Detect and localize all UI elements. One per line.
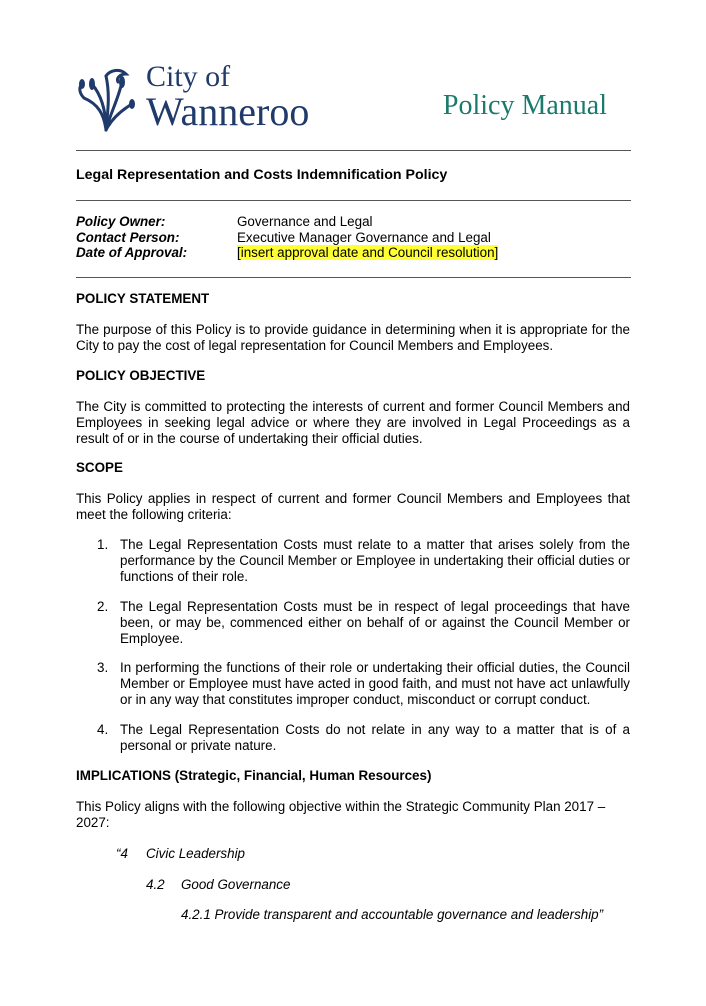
manual-title: Policy Manual [442, 90, 607, 121]
divider [76, 277, 631, 278]
date-of-approval-label: Date of Approval: [76, 245, 188, 260]
scope-text: This Policy applies in respect of current and former Council Members and Employees that meet the following criteria: [76, 491, 630, 522]
date-of-approval-value: [insert approval date and Council resolution] [237, 245, 499, 260]
policy-objective-text: The City is committed to protecting the interests of current and former Council Members and Employees in seeking legal advice or where they are involved in Legal Proceedings as a result of or in the course of undertaking their official duties. [76, 399, 630, 446]
implications-text: This Policy aligns with the following objective within the Strategic Community Plan 2017 – 2027: [76, 799, 606, 830]
list-item: In performing the functions of their role or undertaking their official duties, the Council Member or Employee must have acted in good faith, and must not have act unlawfully or in any way that constitutes improper conduct, misconduct or corrupt conduct. [120, 660, 630, 707]
divider [76, 150, 631, 151]
policy-statement-heading: POLICY STATEMENT [76, 291, 210, 306]
list-item-number: 3. [97, 660, 109, 675]
contact-person-label: Contact Person: [76, 230, 180, 245]
quote-level3-text: 4.2.1 Provide transparent and accountable governance and leadership” [181, 907, 604, 922]
policy-owner-value: Governance and Legal [237, 214, 373, 229]
list-item: The Legal Representation Costs do not relate in any way to a matter that is of a personal or private nature. [120, 722, 630, 753]
policy-owner-label: Policy Owner: [76, 214, 166, 229]
quote-level1-text: Civic Leadership [146, 846, 245, 861]
policy-statement-text: The purpose of this Policy is to provide guidance in determining when it is appropriate for the City to pay the cost of legal representation for Council Members and Employees. [76, 322, 630, 353]
brand-name-line2: Wanneroo [146, 89, 310, 134]
quote-level2-text: Good Governance [181, 877, 291, 892]
implications-heading: IMPLICATIONS (Strategic, Financial, Human Resources) [76, 768, 432, 783]
quote-level1-number: “4 [116, 846, 128, 861]
divider [76, 200, 631, 201]
document-title: Legal Representation and Costs Indemnification Policy [76, 167, 448, 183]
list-item: The Legal Representation Costs must relate to a matter that arises solely from the performance by the Council Member or Employee in undertaking their official duties or functions of their role. [120, 537, 630, 584]
contact-person-value: Executive Manager Governance and Legal [237, 230, 491, 245]
quote-level2-number: 4.2 [146, 877, 165, 892]
brand-name-line1: City of [146, 60, 231, 93]
list-item-number: 2. [97, 599, 109, 614]
list-item-number: 1. [97, 537, 109, 552]
scope-heading: SCOPE [76, 460, 123, 475]
list-item: The Legal Representation Costs must be in respect of legal proceedings that have been, or may be, commenced either on behalf of or against the Council Member or Employee. [120, 599, 630, 646]
wanneroo-logo-icon [76, 64, 136, 132]
policy-objective-heading: POLICY OBJECTIVE [76, 368, 206, 383]
list-item-number: 4. [97, 722, 109, 737]
